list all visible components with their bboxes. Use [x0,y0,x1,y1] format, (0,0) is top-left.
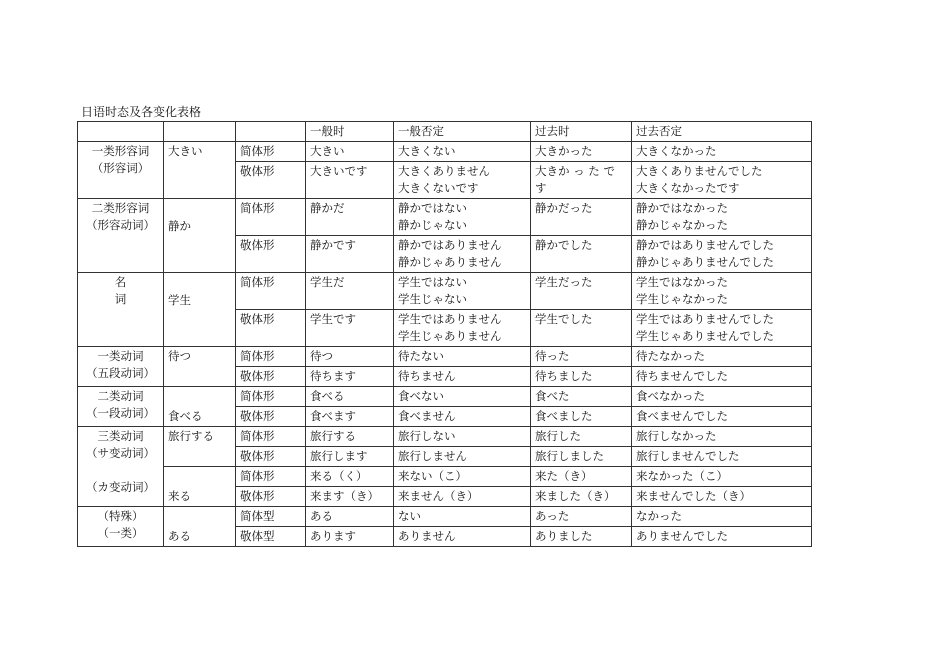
past-negative-cell: 来ませんでした（き） [632,487,812,507]
past-negative-cell: 大きくなかった [632,142,812,162]
document-title: 日语时态及各变化表格 [81,105,202,119]
negative-cell: 旅行しない [394,427,531,447]
category-label: （形容词） [91,161,150,175]
table-row [78,142,812,162]
past-cell: 大きかった [531,142,632,162]
negative-cell: 来ない（こ） [394,467,531,487]
negative-cell [394,310,531,347]
category-label: 一类形容词 [91,144,150,158]
cell-line: 大きくありませんでした [636,164,763,178]
form-label: 简体形 [236,273,306,310]
header-cell [236,122,306,142]
category-label: 二类动词 [97,389,144,403]
form-label: 敬体形 [236,367,306,387]
present-cell: 食べる [306,387,394,407]
negative-cell: 来ません（き） [394,487,531,507]
category-label: （一类） [97,526,144,540]
past-cell: 静かでした [531,236,632,273]
past-cell: ありました [531,527,632,547]
table-row [78,507,812,527]
present-cell: 静かだ [306,199,394,236]
past-negative-cell [632,310,812,347]
category-label: （五段动词） [86,366,155,380]
form-label: 敬体形 [236,236,306,273]
category-label: （カ变动词） [86,480,155,494]
negative-cell: 食べません [394,407,531,427]
present-cell: 待つ [306,347,394,367]
cell-line: 学生ではありません [398,312,502,326]
cell-line: 静かではない [398,201,467,215]
present-cell: 来ます（き） [306,487,394,507]
cell-line: 学生じゃない [398,292,467,306]
cell-line: 大きくなかったです [636,181,740,195]
form-label: 敬体形 [236,310,306,347]
past-cell: 旅行した [531,427,632,447]
past-cell: 学生だった [531,273,632,310]
negative-cell [394,199,531,236]
table-row [78,347,812,367]
present-cell: あります [306,527,394,547]
past-negative-cell: 待ちませんでした [632,367,812,387]
past-negative-cell: なかった [632,507,812,527]
category-label: （形容动词） [86,218,155,232]
table-row [78,427,812,447]
present-cell: 大きい [306,142,394,162]
negative-cell: 大きくない [394,142,531,162]
category-label: 名 [114,275,127,289]
past-cell: 旅行しました [531,447,632,467]
negative-cell [394,273,531,310]
cell-line: 大きか っ た で [535,164,615,178]
category-cell [78,427,164,507]
category-label: 二类形容词 [91,201,150,215]
present-cell: 大きいです [306,162,394,199]
example-word: 静か [164,199,236,273]
past-cell: 来ました（き） [531,487,632,507]
category-label: （サ变动词） [86,446,155,460]
past-negative-cell: 旅行しませんでした [632,447,812,467]
present-cell: 旅行する [306,427,394,447]
example-word: 待つ [164,347,236,387]
cell-line: 静かではありませんでした [636,238,774,252]
form-label: 敬体型 [236,527,306,547]
present-cell: ある [306,507,394,527]
past-negative-cell: ありませんでした [632,527,812,547]
cell-line: 静かじゃなかった [636,218,728,232]
header-cell [78,122,164,142]
negative-cell: 待ちません [394,367,531,387]
past-negative-cell [632,236,812,273]
header-past-negative: 过去否定 [632,122,812,142]
category-label: （一段动词） [86,406,155,420]
past-cell: 学生でした [531,310,632,347]
past-negative-cell: 食べなかった [632,387,812,407]
example-word: ある [164,507,236,547]
present-cell: 来る（く） [306,467,394,487]
negative-cell: 食べない [394,387,531,407]
past-negative-cell: 旅行しなかった [632,427,812,447]
past-negative-cell: 来なかった（こ） [632,467,812,487]
header-past: 过去时 [531,122,632,142]
past-cell: あった [531,507,632,527]
example-word: 旅行する [164,427,236,467]
cell-line: 学生ではない [398,275,467,289]
past-cell: 待った [531,347,632,367]
category-spacer [82,462,159,479]
past-cell: 食べました [531,407,632,427]
present-cell: 旅行します [306,447,394,467]
form-label: 简体形 [236,467,306,487]
past-cell: 待ちました [531,367,632,387]
conjugation-table [77,121,812,547]
category-cell [78,347,164,387]
form-label: 敬体形 [236,407,306,427]
cell-line: 静かではなかった [636,201,728,215]
past-negative-cell [632,162,812,199]
form-label: 敬体形 [236,447,306,467]
category-cell [78,142,164,199]
category-label: 三类动词 [97,429,144,443]
past-negative-cell [632,273,812,310]
negative-cell: 待たない [394,347,531,367]
negative-cell [394,162,531,199]
category-label: 一类动词 [97,349,144,363]
header-present: 一般时 [306,122,394,142]
cell-line: 学生ではなかった [636,275,728,289]
past-cell: 食べた [531,387,632,407]
category-cell [78,199,164,273]
cell-line: 静かではありません [398,238,502,252]
example-word: 大きい [164,142,236,199]
category-label: （特殊） [97,509,144,523]
form-label: 简体形 [236,347,306,367]
table-row [78,273,812,310]
table-row [78,387,812,407]
header-cell [164,122,236,142]
form-label: 简体形 [236,427,306,447]
cell-line: 静かじゃありません [398,255,502,269]
past-cell: 静かだった [531,199,632,236]
present-cell: 待ちます [306,367,394,387]
cell-line: 学生じゃなかった [636,292,728,306]
past-negative-cell: 待たなかった [632,347,812,367]
present-cell: 学生だ [306,273,394,310]
example-word: 学生 [164,273,236,347]
cell-line: 静かじゃない [398,218,467,232]
cell-line: 大きくありません [398,164,490,178]
cell-line: 学生じゃありません [398,329,502,343]
past-negative-cell: 食べませんでした [632,407,812,427]
cell-line: 大きくないです [398,181,479,195]
category-cell [78,387,164,427]
form-label: 简体形 [236,142,306,162]
cell-line: 静かじゃありませんでした [636,255,774,269]
category-label: 词 [114,292,127,306]
table-row [78,467,812,487]
cell-line: 学生じゃありませんでした [636,329,774,343]
table-row [78,199,812,236]
cell-line: 学生ではありませんでした [636,312,774,326]
negative-cell: 旅行しません [394,447,531,467]
form-label: 敬体形 [236,487,306,507]
example-word: 食べる [164,387,236,427]
negative-cell: ありません [394,527,531,547]
past-cell: 来た（き） [531,467,632,487]
negative-cell [394,236,531,273]
present-cell: 静かです [306,236,394,273]
form-label: 简体形 [236,387,306,407]
example-word: 来る [164,467,236,507]
header-row [78,122,812,142]
form-label: 简体型 [236,507,306,527]
category-cell [78,273,164,347]
past-cell [531,162,632,199]
present-cell: 学生です [306,310,394,347]
form-label: 敬体形 [236,162,306,199]
cell-line: す [535,181,547,195]
past-negative-cell [632,199,812,236]
negative-cell: ない [394,507,531,527]
present-cell: 食べます [306,407,394,427]
category-cell [78,507,164,547]
form-label: 简体形 [236,199,306,236]
header-negative: 一般否定 [394,122,531,142]
